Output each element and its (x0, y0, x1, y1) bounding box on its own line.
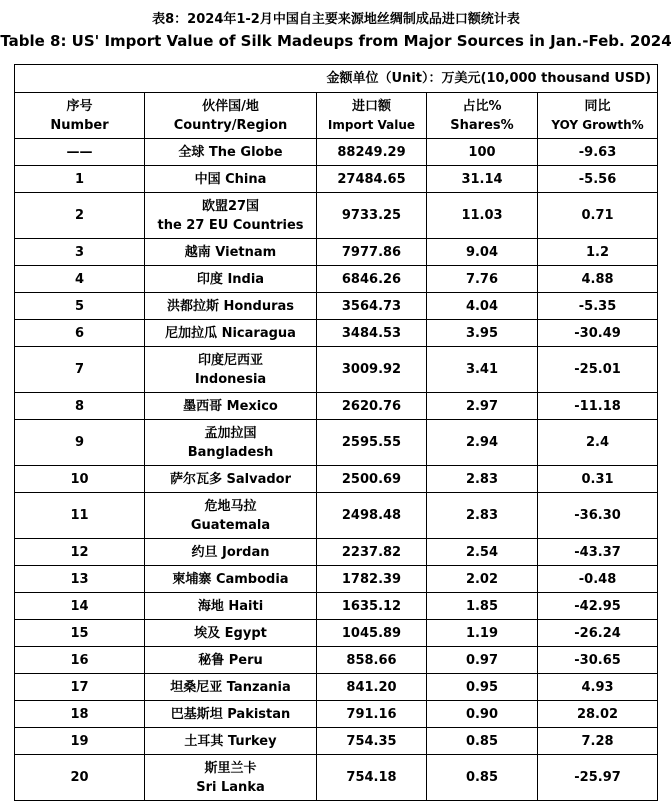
row-country-line: 印度 India (196, 271, 265, 287)
row-share: 2.97 (427, 393, 538, 420)
row-import-value: 88249.29 (317, 139, 427, 166)
row-yoy: -42.95 (538, 593, 658, 620)
header-share (427, 93, 538, 139)
row-country-line: 约旦 Jordan (191, 544, 270, 560)
row-import-value: 9733.25 (317, 193, 427, 239)
table-row (15, 420, 658, 466)
header-share-en: Shares% (450, 117, 514, 133)
table-row (15, 647, 658, 674)
row-number: 2 (15, 193, 145, 239)
row-number: 4 (15, 266, 145, 293)
row-number: 13 (15, 566, 145, 593)
table-row (15, 620, 658, 647)
row-yoy: -5.35 (538, 293, 658, 320)
row-yoy: 0.31 (538, 466, 658, 493)
row-country (145, 293, 317, 320)
row-share: 2.83 (427, 466, 538, 493)
row-yoy: -30.49 (538, 320, 658, 347)
row-country-line: 孟加拉国 (204, 425, 257, 441)
row-yoy: -36.30 (538, 493, 658, 539)
row-number: 12 (15, 539, 145, 566)
row-share: 7.76 (427, 266, 538, 293)
row-yoy: -0.48 (538, 566, 658, 593)
row-country (145, 647, 317, 674)
row-number: 17 (15, 674, 145, 701)
row-share: 11.03 (427, 193, 538, 239)
row-import-value: 1782.39 (317, 566, 427, 593)
table-row (15, 493, 658, 539)
table-row (15, 139, 658, 166)
row-yoy: -25.01 (538, 347, 658, 393)
row-country (145, 728, 317, 755)
table-row (15, 593, 658, 620)
row-number: 9 (15, 420, 145, 466)
row-import-value: 6846.26 (317, 266, 427, 293)
row-number: 15 (15, 620, 145, 647)
row-number: 19 (15, 728, 145, 755)
row-country (145, 701, 317, 728)
row-import-value: 7977.86 (317, 239, 427, 266)
row-number: 20 (15, 755, 145, 801)
table-title-en: Table 8: US' Import Value of Silk Madeups from Major Sources in Jan.-Feb. 2024 (0, 32, 672, 50)
table-row (15, 701, 658, 728)
row-yoy: -25.97 (538, 755, 658, 801)
row-yoy: 1.2 (538, 239, 658, 266)
row-share: 1.19 (427, 620, 538, 647)
row-country (145, 266, 317, 293)
row-import-value: 2498.48 (317, 493, 427, 539)
row-country (145, 166, 317, 193)
table-row (15, 320, 658, 347)
row-country-line: 欧盟27国 (201, 198, 260, 214)
row-import-value: 2595.55 (317, 420, 427, 466)
row-import-value: 3484.53 (317, 320, 427, 347)
row-share: 0.85 (427, 755, 538, 801)
row-number: 16 (15, 647, 145, 674)
row-import-value: 27484.65 (317, 166, 427, 193)
row-number: 3 (15, 239, 145, 266)
row-yoy: -26.24 (538, 620, 658, 647)
header-country-en: Country/Region (173, 117, 288, 133)
table-row (15, 466, 658, 493)
row-country-line: 坦桑尼亚 Tanzania (170, 679, 291, 695)
header-country-zh: 伙伴国/地 (202, 98, 259, 114)
row-country-line: the 27 EU Countries (157, 217, 304, 233)
row-yoy: -43.37 (538, 539, 658, 566)
row-country-line: Bangladesh (187, 444, 274, 460)
table-row (15, 347, 658, 393)
row-country (145, 139, 317, 166)
row-yoy: -11.18 (538, 393, 658, 420)
row-share: 2.83 (427, 493, 538, 539)
row-country-line: Guatemala (190, 517, 271, 533)
row-country-line: 越南 Vietnam (184, 244, 277, 260)
header-number-en: Number (50, 117, 109, 133)
row-yoy: 7.28 (538, 728, 658, 755)
table-row (15, 728, 658, 755)
table-row (15, 755, 658, 801)
row-share: 0.95 (427, 674, 538, 701)
header-country (145, 93, 317, 139)
row-country-line: 中国 China (194, 171, 267, 187)
row-import-value: 3009.92 (317, 347, 427, 393)
row-import-value: 754.35 (317, 728, 427, 755)
row-country (145, 193, 317, 239)
table-row (15, 239, 658, 266)
row-country-line: 尼加拉瓜 Nicaragua (165, 325, 296, 341)
header-yoy (538, 93, 658, 139)
header-number (15, 93, 145, 139)
row-country (145, 393, 317, 420)
row-country-line: 洪都拉斯 Honduras (166, 298, 295, 314)
row-number: 6 (15, 320, 145, 347)
row-country-line: 海地 Haiti (197, 598, 264, 614)
row-yoy: -30.65 (538, 647, 658, 674)
row-share: 2.02 (427, 566, 538, 593)
row-import-value: 754.18 (317, 755, 427, 801)
row-country (145, 239, 317, 266)
row-import-value: 2500.69 (317, 466, 427, 493)
table-row (15, 674, 658, 701)
row-number: 14 (15, 593, 145, 620)
row-share: 3.95 (427, 320, 538, 347)
row-country (145, 566, 317, 593)
row-yoy: -5.56 (538, 166, 658, 193)
row-country (145, 674, 317, 701)
row-country (145, 620, 317, 647)
row-share: 1.85 (427, 593, 538, 620)
row-import-value: 858.66 (317, 647, 427, 674)
table-row (15, 266, 658, 293)
row-yoy: 4.88 (538, 266, 658, 293)
row-country-line: 土耳其 Turkey (184, 733, 277, 749)
row-country-line: Indonesia (194, 371, 267, 387)
row-import-value: 841.20 (317, 674, 427, 701)
row-share: 0.97 (427, 647, 538, 674)
table-row (15, 293, 658, 320)
row-country-line: 危地马拉 (204, 498, 257, 514)
row-number: 1 (15, 166, 145, 193)
row-country-line: 全球 The Globe (178, 144, 283, 160)
header-number-zh: 序号 (66, 98, 93, 114)
import-table (14, 64, 658, 801)
table-row (15, 193, 658, 239)
row-country-line: 秘鲁 Peru (198, 652, 263, 668)
row-yoy: 28.02 (538, 701, 658, 728)
row-yoy: 4.93 (538, 674, 658, 701)
row-country (145, 755, 317, 801)
row-country (145, 539, 317, 566)
header-value (317, 93, 427, 139)
table-row (15, 539, 658, 566)
row-share: 4.04 (427, 293, 538, 320)
row-share: 9.04 (427, 239, 538, 266)
table-row (15, 393, 658, 420)
row-share: 100 (427, 139, 538, 166)
row-number: 5 (15, 293, 145, 320)
table-title-zh: 表8：2024年1-2月中国自主要来源地丝绸制成品进口额统计表 (152, 12, 520, 27)
row-import-value: 1635.12 (317, 593, 427, 620)
row-import-value: 2237.82 (317, 539, 427, 566)
row-import-value: 2620.76 (317, 393, 427, 420)
table-row (15, 566, 658, 593)
row-country (145, 320, 317, 347)
row-country (145, 420, 317, 466)
header-value-en: Import Value (327, 117, 416, 132)
row-yoy: 2.4 (538, 420, 658, 466)
row-country-line: 斯里兰卡 (204, 760, 257, 776)
row-country (145, 466, 317, 493)
row-share: 0.90 (427, 701, 538, 728)
row-country-line: Sri Lanka (196, 779, 265, 795)
row-country (145, 347, 317, 393)
row-number: —— (15, 139, 145, 166)
row-number: 7 (15, 347, 145, 393)
row-share: 31.14 (427, 166, 538, 193)
row-number: 8 (15, 393, 145, 420)
header-yoy-en: YOY Growth% (551, 117, 644, 132)
unit-label: 金额单位（Unit）：万美元(10,000 thousand USD) (15, 65, 658, 93)
row-country-line: 萨尔瓦多 Salvador (169, 471, 291, 487)
row-country-line: 埃及 Egypt (194, 625, 267, 641)
row-number: 10 (15, 466, 145, 493)
header-value-zh: 进口额 (351, 98, 391, 114)
header-share-zh: 占比% (462, 98, 502, 114)
row-country-line: 印度尼西亚 (197, 352, 263, 368)
row-number: 11 (15, 493, 145, 539)
row-yoy: 0.71 (538, 193, 658, 239)
row-import-value: 1045.89 (317, 620, 427, 647)
row-share: 2.94 (427, 420, 538, 466)
row-share: 0.85 (427, 728, 538, 755)
row-country-line: 巴基斯坦 Pakistan (170, 706, 291, 722)
row-number: 18 (15, 701, 145, 728)
row-country (145, 493, 317, 539)
row-share: 3.41 (427, 347, 538, 393)
table-row (15, 166, 658, 193)
row-country-line: 柬埔寨 Cambodia (172, 571, 289, 587)
row-yoy: -9.63 (538, 139, 658, 166)
row-share: 2.54 (427, 539, 538, 566)
row-import-value: 3564.73 (317, 293, 427, 320)
row-country-line: 墨西哥 Mexico (183, 398, 278, 414)
table-body (15, 139, 658, 801)
header-yoy-zh: 同比 (584, 98, 611, 114)
row-import-value: 791.16 (317, 701, 427, 728)
row-country (145, 593, 317, 620)
